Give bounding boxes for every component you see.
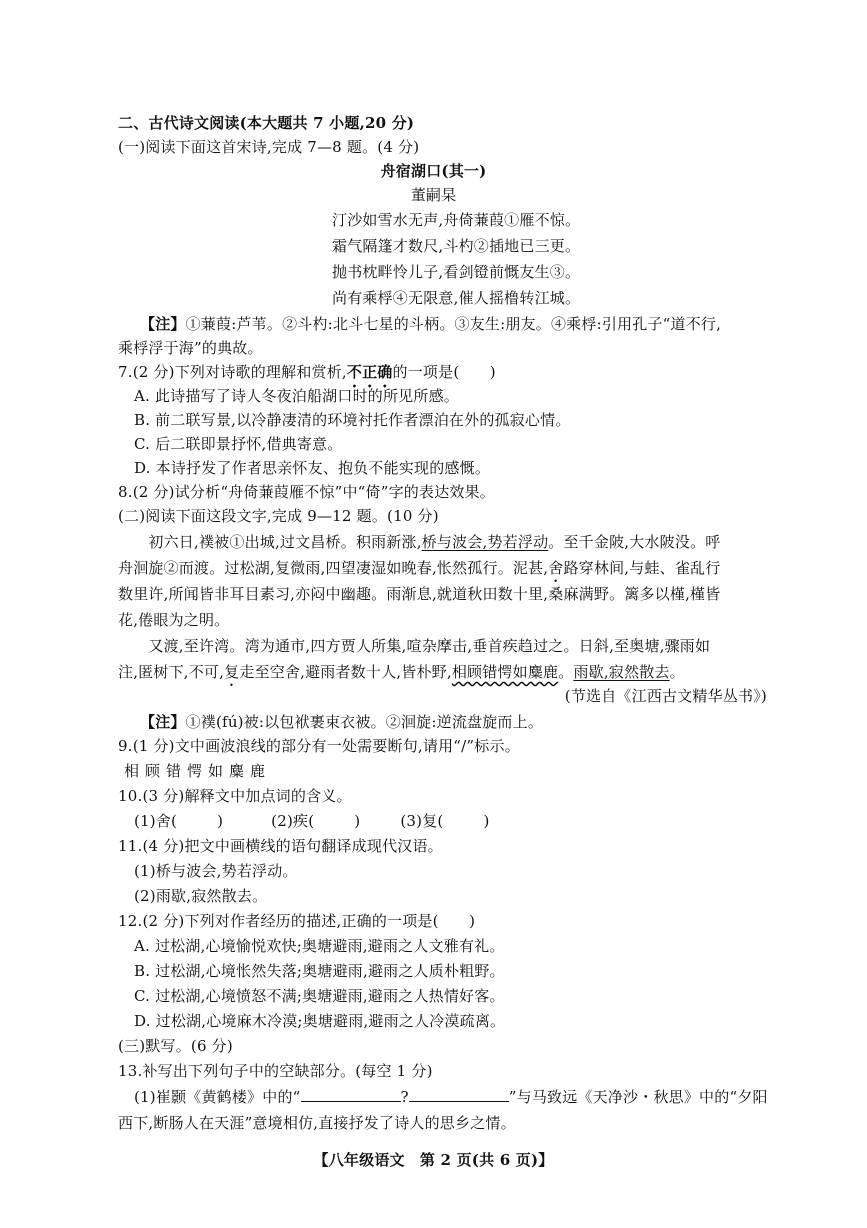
- q10-item-1: (1)舍(: [134, 812, 178, 830]
- passage-p2-line1: 又渡,至许湾。湾为通市,四方贾人所集,喧杂摩击,垂首疾趋过之。日斜,至奥塘,骤雨如: [118, 637, 711, 655]
- q9-stem: 9.(1 分)文中画波浪线的部分有一处需要断句,请用“/”标示。: [118, 737, 520, 755]
- q10-item-2: (2)疾(: [271, 812, 315, 830]
- underlined-sentence-1: 桥与波会,势若浮动: [421, 533, 549, 551]
- q8-stem: 8.(2 分)试分析“舟倚蒹葭雁不惊”中“倚”字的表达效果。: [118, 483, 496, 501]
- passage-text: 路穿林间,与蛙、雀乱行: [563, 559, 721, 577]
- poem-title: 舟宿湖口(其一): [380, 162, 487, 180]
- passage-source: (节选自《江西古文精华丛书》): [564, 687, 767, 705]
- passage-text: 舟洄旋②而渡。过松湖,复微雨,四望凄湿如晚春,怅然孤行。泥甚,: [118, 559, 549, 577]
- q7-stem-b: 的一项是( ): [392, 363, 496, 381]
- q13-line2: 西下,断肠人在天涯”意境相仿,直接抒发了诗人的思乡之情。: [118, 1114, 516, 1132]
- q7-option-b: B. 前二联写景,以冷静凄清的环境衬托作者漂泊在外的孤寂心情。: [134, 411, 571, 429]
- q13-text: ?: [400, 1088, 409, 1106]
- passage-text: 。: [558, 663, 574, 681]
- q13-text: (1)崔颢《黄鹤楼》中的“: [134, 1088, 301, 1106]
- part3-intro: (三)默写。(6 分): [118, 1037, 233, 1055]
- part1-intro: (一)阅读下面这首宋诗,完成 7—8 题。(4 分): [118, 138, 420, 156]
- q12-stem: 12.(2 分)下列对作者经历的描述,正确的一项是( ): [118, 912, 476, 930]
- section-title: 二、古代诗文阅读(本大题共 7 小题,20 分): [118, 114, 415, 132]
- q12-option-a: A. 过松湖,心境愉悦欢快;奥塘避雨,避雨之人文雅有礼。: [134, 937, 505, 955]
- note1-line1: [140, 314, 721, 334]
- wavy-underlined-phrase: 相顾错愕如麋鹿: [451, 663, 559, 681]
- q10-item-3-close: ): [483, 812, 490, 830]
- underlined-sentence-2: 雨歇,寂然散去: [573, 663, 670, 681]
- note1-line2: 乘桴浮于海”的典故。: [118, 339, 263, 357]
- note2-label: 【注】: [140, 713, 186, 731]
- q7-option-d: D. 本诗抒发了作者思亲怀友、抱负不能实现的感慨。: [134, 459, 491, 477]
- poem-author: 董嗣杲: [410, 186, 457, 204]
- q10-items: [134, 811, 490, 831]
- page-footer: 【八年级语文 第 2 页(共 6 页)】: [313, 1151, 554, 1169]
- passage-p1-line1: [118, 532, 720, 552]
- q12-option-b: B. 过松湖,心境怅然失落;奥塘避雨,避雨之人质朴粗野。: [134, 962, 505, 980]
- q13-stem: 13.补写出下列句子中的空缺部分。(每空 1 分): [118, 1062, 433, 1080]
- q7-stem-emphasis: 不正确: [346, 363, 393, 381]
- poem-line-3: 抛书枕畔怜儿子,看剑镫前慨友生③。: [332, 263, 581, 281]
- q11-stem: 11.(4 分)把文中画横线的语句翻译成现代汉语。: [118, 837, 443, 855]
- q12-option-c: C. 过松湖,心境愤怒不满;奥塘避雨,避雨之人热情好客。: [134, 987, 505, 1005]
- dotted-word-fu: 复: [224, 663, 240, 681]
- q10-item-3: (3)复(: [400, 812, 444, 830]
- note1-text1: ①蒹葭:芦苇。②斗杓:北斗七星的斗柄。③友生:朋友。④乘桴:引用孔子“道不行,: [185, 315, 722, 333]
- passage-text: 。至千金陂,大水陂没。呼: [548, 533, 721, 551]
- passage-text: 。: [669, 663, 685, 681]
- passage-text: 走至空舍,避雨者数十人,皆朴野,: [239, 663, 452, 681]
- q10-item-2-close: ): [354, 812, 361, 830]
- answer-blank-2[interactable]: [409, 1087, 509, 1102]
- passage-p1-line2: [118, 558, 720, 586]
- q7-stem-a: 7.(2 分)下列对诗歌的理解和赏析,: [118, 363, 347, 381]
- q13-text: ”与马致远《天净沙・秋思》中的“夕阳: [508, 1088, 768, 1106]
- q10-item-1-close: ): [217, 812, 224, 830]
- q11-item-2: (2)雨歇,寂然散去。: [134, 887, 268, 905]
- poem-line-4: 尚有乘桴④无限意,催人摇橹转江城。: [332, 289, 581, 307]
- q9-phrase: 相顾错愕如麋鹿: [124, 762, 272, 780]
- note2: [140, 712, 543, 732]
- q7-option-c: C. 后二联即景抒怀,借典寄意。: [134, 435, 343, 453]
- part2-intro: (二)阅读下面这段文字,完成 9—12 题。(10 分): [118, 507, 439, 525]
- q7-option-a: A. 此诗描写了诗人冬夜泊船湖口时的所见所感。: [134, 387, 459, 405]
- passage-p1-line4: 花,倦眼为之明。: [118, 611, 230, 629]
- q10-stem: 10.(3 分)解释文中加点词的含义。: [118, 787, 352, 805]
- note1-label: 【注】: [140, 315, 186, 333]
- passage-text: 初六日,襆被①出城,过文昌桥。积雨新涨,: [118, 533, 422, 551]
- q13-line1: [134, 1087, 768, 1107]
- q11-item-1: (1)桥与波会,势若浮动。: [134, 862, 298, 880]
- passage-text: 注,匿树下,不可,: [118, 663, 225, 681]
- poem-line-2: 霜气隔篷才数尺,斗杓②插地已三更。: [332, 237, 581, 255]
- dotted-word-she: 舍: [548, 559, 564, 577]
- note2-text: ①襆(fú)被:以包袱裹束衣被。②洄旋:逆流盘旋而上。: [185, 713, 544, 731]
- poem-line-1: 汀沙如雪水无声,舟倚蒹葭①雁不惊。: [332, 211, 581, 229]
- q12-option-d: D. 过松湖,心境麻木冷漠;奥塘避雨,避雨之人冷漠疏离。: [134, 1012, 506, 1030]
- answer-blank-1[interactable]: [301, 1087, 401, 1102]
- passage-p1-line3: 数里许,所闻皆非耳目素习,亦闷中幽趣。雨渐息,就道秋田数十里,桑麻满野。篱多以槿,槿皆: [118, 585, 721, 603]
